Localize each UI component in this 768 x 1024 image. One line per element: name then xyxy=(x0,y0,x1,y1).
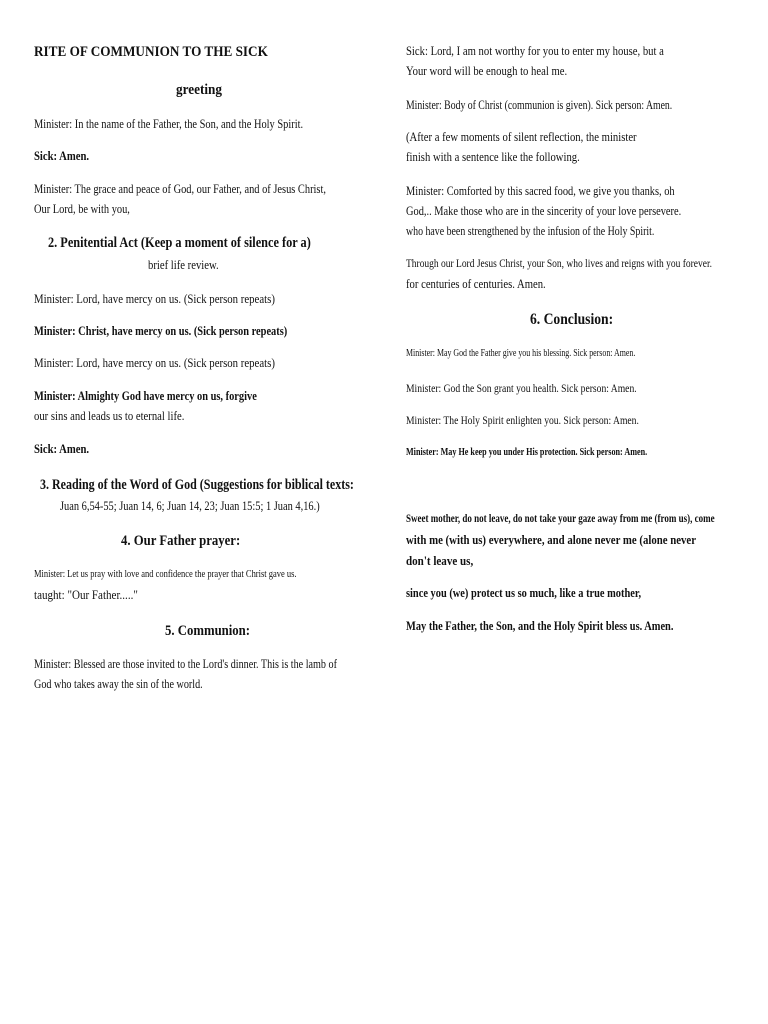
through-line-a: Through our Lord Jesus Christ, your Son, who lives and reigns with you forever. xyxy=(406,256,712,270)
mother-prayer-line-4: since you (we) protect us so much, like a true mother, xyxy=(406,585,642,600)
mother-prayer-line-1: Sweet mother, do not leave, do not take your gaze away from me (from us), come xyxy=(406,511,715,525)
section-heading-reading: 3. Reading of the Word of God (Suggestions for biblical texts: xyxy=(40,477,354,493)
penitential-line-3: Minister: Lord, have mercy on us. (Sick person repeats) xyxy=(34,355,275,370)
section-heading-communion: 5. Communion: xyxy=(165,623,251,639)
comfort-line-b: God,.. Make those who are in the sincerity of your love persevere. xyxy=(406,203,682,218)
mother-prayer-line-5: May the Father, the Son, and the Holy Spirit bless us. Amen. xyxy=(406,618,674,633)
reading-texts: Juan 6,54-55; Juan 14, 6; Juan 14, 23; Juan 15:5; 1 Juan 4,16.) xyxy=(60,498,320,513)
communion-line-1b: God who takes away the sin of the world. xyxy=(34,676,203,691)
communion-line-1a: Minister: Blessed are those invited to the Lord's dinner. This is the lamb of xyxy=(34,656,337,671)
after-reflection-line-1a: (After a few moments of silent reflection, the minister xyxy=(406,129,637,144)
section-heading-penitential: 2. Penitential Act (Keep a moment of silence for a) xyxy=(48,235,311,251)
mother-prayer-line-3: don't leave us, xyxy=(406,553,474,568)
comfort-line-a: Minister: Comforted by this sacred food, we give you thanks, oh xyxy=(406,183,675,198)
conclusion-line-4: Minister: May He keep you under His protection. Sick person: Amen. xyxy=(406,446,648,458)
document-title: RITE OF COMMUNION TO THE SICK xyxy=(34,44,268,60)
body-of-christ-line: Minister: Body of Christ (communion is given). Sick person: Amen. xyxy=(406,97,673,112)
greeting-line-2: Sick: Amen. xyxy=(34,148,90,163)
section-heading-our-father: 4. Our Father prayer: xyxy=(121,533,241,549)
comfort-line-c: who have been strengthened by the infusion of the Holy Spirit. xyxy=(406,223,655,238)
penitential-line-2: Minister: Christ, have mercy on us. (Sick person repeats) xyxy=(34,323,288,338)
sick-response-line-1a: Sick: Lord, I am not worthy for you to enter my house, but a xyxy=(406,43,664,58)
penitential-line-4a: Minister: Almighty God have mercy on us, forgive xyxy=(34,388,257,403)
mother-prayer-line-2: with me (with us) everywhere, and alone never me (alone never xyxy=(406,532,696,547)
penitential-line-1: Minister: Lord, have mercy on us. (Sick person repeats) xyxy=(34,291,275,306)
conclusion-line-2: Minister: God the Son grant you health. Sick person: Amen. xyxy=(406,381,637,395)
section-heading-conclusion: 6. Conclusion: xyxy=(530,311,614,328)
penitential-subheading: brief life review. xyxy=(148,257,219,272)
through-line-b: for centuries of centuries. Amen. xyxy=(406,276,546,291)
penitential-line-5: Sick: Amen. xyxy=(34,441,90,456)
greeting-line-3a: Minister: The grace and peace of God, our Father, and of Jesus Christ, xyxy=(34,181,326,196)
section-heading-greeting: greeting xyxy=(176,82,222,98)
our-father-line-1: Minister: Let us pray with love and confidence the prayer that Christ gave us. xyxy=(34,568,297,580)
greeting-line-1: Minister: In the name of the Father, the Son, and the Holy Spirit. xyxy=(34,116,304,131)
conclusion-line-1: Minister: May God the Father give you his blessing. Sick person: Amen. xyxy=(406,348,636,359)
greeting-line-3b: Our Lord, be with you, xyxy=(34,201,130,216)
conclusion-line-3: Minister: The Holy Spirit enlighten you. Sick person: Amen. xyxy=(406,413,639,427)
sick-response-line-1b: Your word will be enough to heal me. xyxy=(406,63,568,78)
penitential-line-4b: our sins and leads us to eternal life. xyxy=(34,408,185,423)
after-reflection-line-1b: finish with a sentence like the following. xyxy=(406,149,580,164)
our-father-line-2: taught: "Our Father....." xyxy=(34,587,138,602)
